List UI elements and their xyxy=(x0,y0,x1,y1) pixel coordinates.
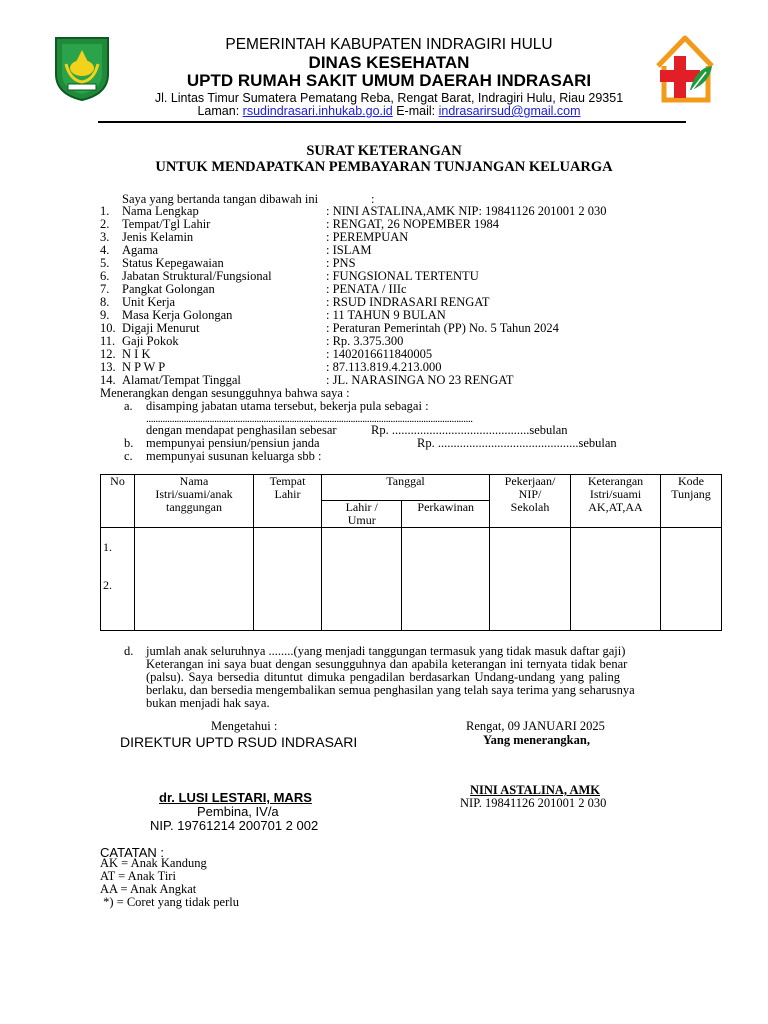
header-kode-line: Kode xyxy=(678,474,704,488)
field-value: : FUNGSIONAL TERTENTU xyxy=(326,269,479,283)
field-no: 10. xyxy=(100,321,116,335)
field-label: Jenis Kelamin xyxy=(122,230,194,244)
sign-left-caption: Mengetahui : xyxy=(211,719,278,733)
catatan-title: CATATAN : xyxy=(100,845,165,860)
letterhead-contact xyxy=(5,104,768,118)
header-pekerjaan-line: NIP/ xyxy=(518,487,542,501)
family-table xyxy=(100,474,722,631)
header-tempat xyxy=(254,475,322,528)
header-pekerjaan-line: Sekolah xyxy=(510,500,550,514)
cell-keterangan[interactable] xyxy=(571,528,661,631)
field-label: Nama Lengkap xyxy=(122,204,199,218)
header-nama-line: tanggungan xyxy=(166,500,222,514)
sign-left-name: dr. LUSI LESTARI, MARS xyxy=(159,790,312,805)
header-nama-line: Nama xyxy=(179,474,209,488)
header-tanggal-text: Tanggal xyxy=(386,474,425,488)
header-tempat-line: Tempat xyxy=(269,474,306,488)
item-d-line: berlaku, dan bersedia mengembalikan semua penghasilan yang telah saya terima yang seharusnya xyxy=(146,683,635,697)
row-number: 2. xyxy=(103,578,112,592)
item-b-text: mempunyai pensiun/pensiun janda xyxy=(146,436,320,450)
field-label: Status Kepegawaian xyxy=(122,256,224,270)
field-label: Tempat/Tgl Lahir xyxy=(122,217,211,231)
field-value: : RSUD INDRASARI RENGAT xyxy=(326,295,490,309)
header-perkawinan-text: Perkawinan xyxy=(417,500,475,514)
field-label: Gaji Pokok xyxy=(122,334,179,348)
field-value: : NINI ASTALINA,AMK NIP: 19841126 201001 2 030 xyxy=(326,204,607,218)
cell-pekerjaan[interactable] xyxy=(490,528,571,631)
cell-perkawinan[interactable] xyxy=(402,528,490,631)
item-a-text: disamping jabatan utama tersebut, bekerja pula sebagai : xyxy=(146,399,429,413)
sign-right-nip: NIP. 19841126 201001 2 030 xyxy=(460,796,607,810)
catatan-line: AA = Anak Angkat xyxy=(100,882,197,896)
item-d-line: Keterangan ini saya buat dengan sesungguhnya dan apabila keterangan ini ternyata tidak benar xyxy=(146,657,628,671)
header-keterangan xyxy=(571,475,661,528)
cell-kode[interactable] xyxy=(661,528,722,631)
letterhead-divider xyxy=(98,121,686,123)
intro-colon: : xyxy=(371,192,375,206)
item-a-dotted-line: ........................................................................................................................................... xyxy=(146,413,473,425)
header-kode xyxy=(661,475,722,528)
field-label: Alamat/Tempat Tinggal xyxy=(122,373,241,387)
field-label: N I K xyxy=(122,347,151,361)
letterhead-hospital: UPTD RUMAH SAKIT UMUM DAERAH INDRASARI xyxy=(186,71,592,90)
header-keterangan-line: AK,AT,AA xyxy=(588,500,643,514)
field-no: 1. xyxy=(100,204,110,218)
field-value: : RENGAT, 26 NOPEMBER 1984 xyxy=(326,217,500,231)
row-number: 1. xyxy=(103,540,112,554)
sign-right-name: NINI ASTALINA, AMK xyxy=(470,783,600,797)
header-no-text: No xyxy=(110,474,125,488)
header-nama-line: Istri/suami/anak xyxy=(155,487,233,501)
field-no: 2. xyxy=(100,217,110,231)
catatan-line: AT = Anak Tiri xyxy=(100,869,176,883)
header-tempat-line: Lahir xyxy=(274,487,301,501)
item-d-letter: d. xyxy=(124,644,134,658)
field-no: 5. xyxy=(100,256,110,270)
item-b-amount: Rp. .............................................sebulan xyxy=(417,436,617,450)
field-label: Agama xyxy=(122,243,159,257)
header-nama xyxy=(135,475,254,528)
header-keterangan-line: Keterangan xyxy=(587,474,644,488)
catatan-line: AK = Anak Kandung xyxy=(100,856,207,870)
field-no: 13. xyxy=(100,360,116,374)
header-tanggal xyxy=(322,475,490,501)
cell-tempat[interactable] xyxy=(254,528,322,631)
field-value: : Rp. 3.375.300 xyxy=(326,334,404,348)
field-label: Digaji Menurut xyxy=(122,321,200,335)
sign-right-place-date: Rengat, 09 JANUARI 2025 xyxy=(466,719,605,733)
field-no: 9. xyxy=(100,308,110,322)
email-link[interactable]: indrasarirsud@gmail.com xyxy=(438,104,581,118)
item-a-income-label: dengan mendapat penghasilan sebesar xyxy=(146,423,337,437)
sign-left-nip: NIP. 19761214 200701 2 002 xyxy=(150,818,319,833)
letterhead-government: PEMERINTAH KABUPATEN INDRAGIRI HULU xyxy=(225,36,553,53)
header-lahir-line: Lahir / xyxy=(345,500,378,514)
field-value: : 87.113.819.4.213.000 xyxy=(326,360,442,374)
item-d-line: (palsu). Saya bersedia dituntut dimuka pengadilan berdasarkan Undang-undang yang paling xyxy=(146,670,620,684)
field-no: 8. xyxy=(100,295,110,309)
header-kode-line: Tunjang xyxy=(671,487,711,501)
website-link[interactable]: rsudindrasari.inhukab.go.id xyxy=(242,104,393,118)
item-d-line: bukan menjadi hak saya. xyxy=(146,696,270,710)
sign-left-title: DIREKTUR UPTD RSUD INDRASARI xyxy=(120,734,358,750)
field-label: Masa Kerja Golongan xyxy=(122,308,233,322)
field-no: 11. xyxy=(100,334,116,348)
letterhead-department: DINAS KESEHATAN xyxy=(308,53,470,72)
sign-left-rank: Pembina, IV/a xyxy=(197,804,279,819)
email-label: E-mail: xyxy=(392,104,439,118)
field-label: Jabatan Struktural/Fungsional xyxy=(122,269,272,283)
item-c-letter: c. xyxy=(124,449,133,463)
header-lahir-line: Umur xyxy=(347,513,376,527)
field-value: : PEREMPUAN xyxy=(326,230,409,244)
laman-label: Laman: xyxy=(197,104,243,118)
header-keterangan-line: Istri/suami xyxy=(589,487,642,501)
field-no: 6. xyxy=(100,269,110,283)
field-value: : PENATA / IIIc xyxy=(326,282,407,296)
cell-lahir[interactable] xyxy=(322,528,402,631)
field-no: 3. xyxy=(100,230,110,244)
letterhead-address: Jl. Lintas Timur Sumatera Pematang Reba, Rengat Barat, Indragiri Hulu, Riau 29351 xyxy=(154,91,624,105)
row-numbers xyxy=(101,528,135,631)
field-value: : PNS xyxy=(326,256,356,270)
document-title: SURAT KETERANGAN xyxy=(306,143,462,159)
field-value: : 1402016611840005 xyxy=(326,347,433,361)
header-no xyxy=(101,475,135,528)
catatan-line: *) = Coret yang tidak perlu xyxy=(100,895,239,909)
field-label: N P W P xyxy=(122,360,166,374)
field-no: 14. xyxy=(100,373,116,387)
header-perkawinan xyxy=(402,501,490,528)
table-row xyxy=(101,528,722,631)
field-label: Unit Kerja xyxy=(122,295,176,309)
field-value: : 11 TAHUN 9 BULAN xyxy=(326,308,446,322)
document-subtitle: UNTUK MENDAPATKAN PEMBAYARAN TUNJANGAN KELUARGA xyxy=(155,159,613,175)
field-value: : JL. NARASINGA NO 23 RENGAT xyxy=(326,373,514,387)
item-b-letter: b. xyxy=(124,436,134,450)
item-c-text: mempunyai susunan keluarga sbb : xyxy=(146,449,322,463)
menerangkan-text: Menerangkan dengan sesungguhnya bahwa saya : xyxy=(100,386,350,400)
table-header-row xyxy=(101,475,722,501)
field-no: 12. xyxy=(100,347,116,361)
header-pekerjaan-line: Pekerjaan/ xyxy=(504,474,556,488)
intro-text: Saya yang bertanda tangan dibawah ini xyxy=(122,192,319,206)
item-a-income-amount: Rp. ............................................sebulan xyxy=(371,423,568,437)
field-label: Pangkat Golongan xyxy=(122,282,215,296)
header-pekerjaan xyxy=(490,475,571,528)
field-no: 7. xyxy=(100,282,110,296)
item-a-letter: a. xyxy=(124,399,133,413)
cell-nama[interactable] xyxy=(135,528,254,631)
field-no: 4. xyxy=(100,243,110,257)
item-d-line: jumlah anak seluruhnya ........(yang menjadi tanggungan termasuk yang tidak masuk daftar gaji) xyxy=(146,644,626,658)
field-value: : Peraturan Pemerintah (PP) No. 5 Tahun 2024 xyxy=(326,321,559,335)
sign-right-caption: Yang menerangkan, xyxy=(483,733,590,747)
field-value: : ISLAM xyxy=(326,243,372,257)
header-lahir-umur xyxy=(322,501,402,528)
